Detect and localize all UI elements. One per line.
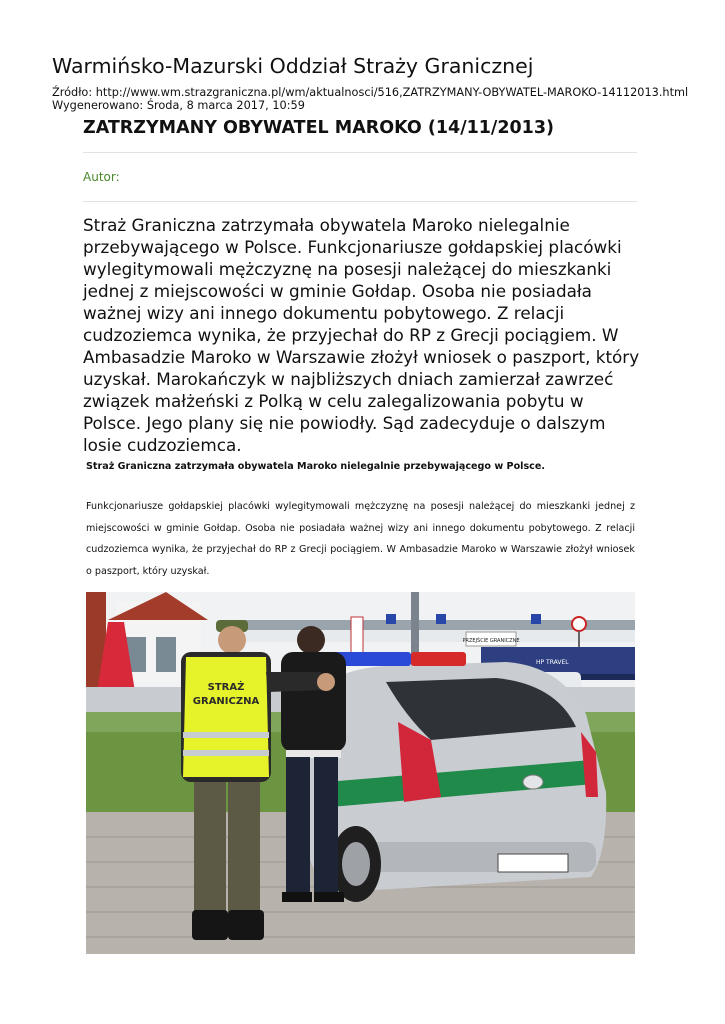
article-title: ZATRZYMANY OBYWATEL MAROKO (14/11/2013) bbox=[83, 118, 555, 138]
article-photo bbox=[86, 592, 635, 954]
divider bbox=[83, 201, 637, 202]
article-bold-lead: Straż Graniczna zatrzymała obywatela Maroko nielegalnie przebywającego w Polsce. bbox=[86, 461, 546, 472]
meta-block bbox=[52, 87, 688, 112]
siren-red bbox=[411, 652, 466, 666]
article-body: Funkcjonariusze gołdapskiej placówki wylegitymowali mężczyznę na posesji należącej do mieszkanki jednej z miejscowości w gminie Gołdap. Osoba nie posiadała ważnej wizy ani innego dokumentu pobytowego. Z relacji cudzoziemca wynika, że przyjechał do RP z Grecji pociągiem. W Ambasadzie Maroko w Warszawie złożył wniosek o paszport, który uzyskał. bbox=[86, 501, 635, 577]
vest bbox=[183, 657, 269, 777]
divider bbox=[83, 152, 637, 153]
generated-date: Wygenerowano: Środa, 8 marca 2017, 10:59 bbox=[52, 98, 305, 112]
bus-text: HP TRAVEL bbox=[536, 659, 569, 666]
article-lead: Straż Graniczna zatrzymała obywatela Maroko nielegalnie przebywającego w Polsce. Funkcjonariusze gołdapskiej placówki wylegitymowali mężczyznę na posesji należącej do mieszkanki jednej z miejscowości w gminie Gołdap. Osoba nie posiadała ważnej wizy ani innego dokumentu pobytowego. Z relacji cudzoziemca wynika, że przyjechał do RP z Grecji pociągiem. W Ambasadzie Maroko w Warszawie złożył wniosek o paszport, który uzyskał. Marokańczyk w najbliższych dniach zamierzał zawrzeć związek małżeński z Polką w celu zalegalizowania pobytu w Polsce. Jego plany się nie powiodły. Sąd zadecyduje o dalszym losie cudzoziemca. bbox=[83, 215, 640, 455]
sign-text: PRZEJŚCIE GRANICZNE bbox=[462, 638, 520, 644]
vest-text-line1: STRAŻ bbox=[207, 682, 245, 693]
source-url[interactable]: Źródło: http://www.wm.strazgraniczna.pl/wm/aktualnosci/516,ZATRZYMANY-OBYWATEL-MAROKO-14112013.html bbox=[52, 86, 689, 99]
vest-text-line2: GRANICZNA bbox=[192, 696, 260, 707]
site-title: Warmińsko-Mazurski Oddział Straży Granicznej bbox=[52, 54, 534, 78]
author-label: Autor: bbox=[83, 170, 120, 184]
patrol-car bbox=[301, 652, 606, 902]
article-header bbox=[83, 118, 638, 138]
photo-illustration bbox=[86, 592, 635, 954]
